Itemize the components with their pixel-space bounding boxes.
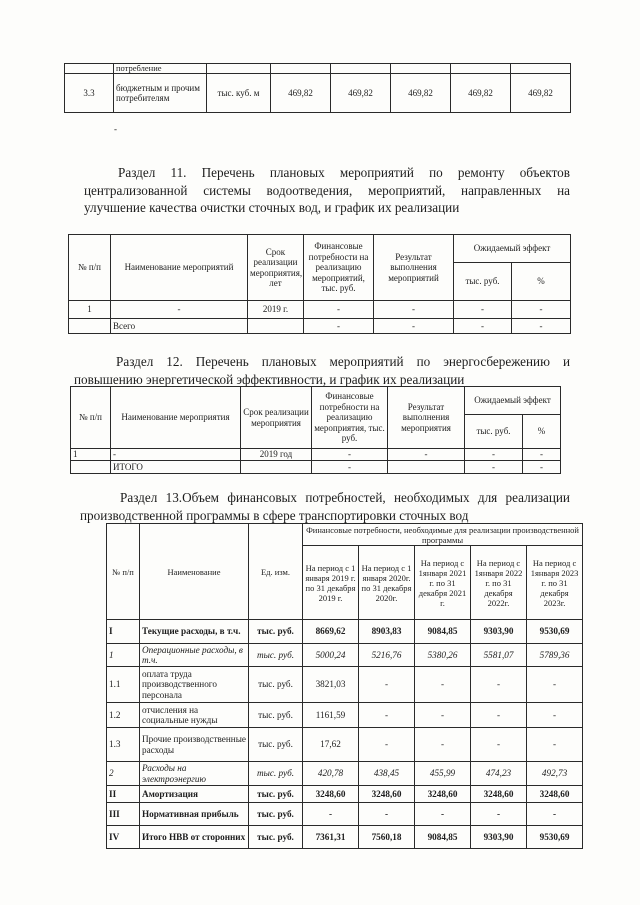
col-term-header: Срок реализации мероприятия, лет (248, 235, 304, 301)
col-period-header: На период с 1 января 2019 г. по 31 декабря 2019 г. (303, 546, 359, 620)
section-11-table (68, 234, 571, 334)
row-value: 469,82 (391, 74, 451, 113)
row-value: 469,82 (271, 74, 331, 113)
row-value: 469,82 (511, 74, 571, 113)
col-name-header: Наименование мероприятия (111, 387, 241, 449)
top-table (64, 63, 571, 113)
col-fin-header: Финансовые потребности на реализацию мероприятий, тыс. руб. (304, 235, 374, 301)
table-row: 1 Операционные расходы, в т.ч. тыс. руб. 5000,24 5216,76 5380,26 5581,07 5789,36 (107, 644, 583, 667)
table-row: 1 - 2019 год - - - - (71, 449, 561, 461)
table-row: 1.1 оплата труда производственного персонала тыс. руб. 3821,03 - - - - (107, 667, 583, 703)
col-pct-header: % (512, 263, 571, 301)
col-fin-header: Финансовые потребности, необходимые для реализации производственной программы (303, 524, 583, 546)
section-12-table (70, 386, 561, 474)
table-row: 1 - 2019 г. - - - - (69, 301, 571, 319)
row-num: 3.3 (65, 74, 114, 113)
row-value: 469,82 (451, 74, 511, 113)
col-pct-header: % (523, 415, 561, 449)
col-num-header: № п/п (107, 524, 140, 620)
col-num-header: № п/п (71, 387, 111, 449)
table-row (65, 64, 571, 74)
table-row: Всего - - - - (69, 319, 571, 334)
section-12-heading: Раздел 12. Перечень плановых мероприятий по энергосбережению и повышению энергетической эффективности, и график их реализации (74, 354, 570, 387)
col-rub-header: тыс. руб. (465, 415, 523, 449)
section-13-table (106, 523, 583, 849)
col-effect-header: Ожидаемый эффект (465, 387, 561, 415)
col-unit-header: Ед. изм. (249, 524, 303, 620)
table-row: ИТОГО - - - (71, 461, 561, 474)
col-term-header: Срок реализации мероприятия (241, 387, 312, 449)
table-row (65, 74, 571, 113)
col-period-header: На период с 1января 2022 г. по 31 декабря 2022г. (471, 546, 527, 620)
col-fin-header: Финансовые потребности на реализацию мероприятия, тыс. руб. (312, 387, 388, 449)
row-value: 469,82 (331, 74, 391, 113)
table-row: II Амортизация тыс. руб. 3248,60 3248,60 3248,60 3248,60 3248,60 (107, 786, 583, 803)
col-period-header: На период с 1января 2021 г. по 31 декабря 2021 г. (415, 546, 471, 620)
col-period-header: На период с 1января 2023 г. по 31 декабря 2023г. (527, 546, 583, 620)
row-name: бюджетным и прочим потребителям (114, 74, 207, 113)
section-11-heading: Раздел 11. Перечень плановых мероприятий по ремонту объектов централизованной системы водоотведения, мероприятий, направленных на улучшение качества очистки сточных вод, и график их реализации (84, 165, 570, 215)
table-row: 2 Расходы на электроэнергию тыс. руб. 420,78 438,45 455,99 474,23 492,73 (107, 762, 583, 786)
row-unit: тыс. куб. м (207, 74, 271, 113)
scan-dash-mark: - (114, 124, 117, 134)
table-row: 1.2 отчисления на социальные нужды тыс. руб. 1161,59 - - - - (107, 703, 583, 728)
col-num-header: № п/п (69, 235, 111, 301)
table-row: IV Итого НВВ от сторонних тыс. руб. 7361,31 7560,18 9084,85 9303,90 9530,69 (107, 826, 583, 849)
row-name: потребление (114, 64, 207, 74)
col-name-header: Наименование (140, 524, 249, 620)
col-result-header: Результат выполнения мероприятий (374, 235, 454, 301)
col-effect-header: Ожидаемый эффект (454, 235, 571, 263)
section-13-heading: Раздел 13.Объем финансовых потребностей, необходимых для реализации производственной программы в сфере транспортировки сточных вод (80, 490, 570, 523)
col-rub-header: тыс. руб. (454, 263, 512, 301)
col-period-header: На период с 1 января 2020г. по 31 декабря 2020г. (359, 546, 415, 620)
table-row: I Текущие расходы, в т.ч. тыс. руб. 8669,62 8903,83 9084,85 9303,90 9530,69 (107, 620, 583, 644)
table-row: III Нормативная прибыль тыс. руб. - - - - - (107, 803, 583, 826)
col-name-header: Наименование мероприятий (111, 235, 248, 301)
table-row: 1.3 Прочие производственные расходы тыс. руб. 17,62 - - - - (107, 728, 583, 762)
col-result-header: Результат выполнения мероприятия (388, 387, 465, 449)
